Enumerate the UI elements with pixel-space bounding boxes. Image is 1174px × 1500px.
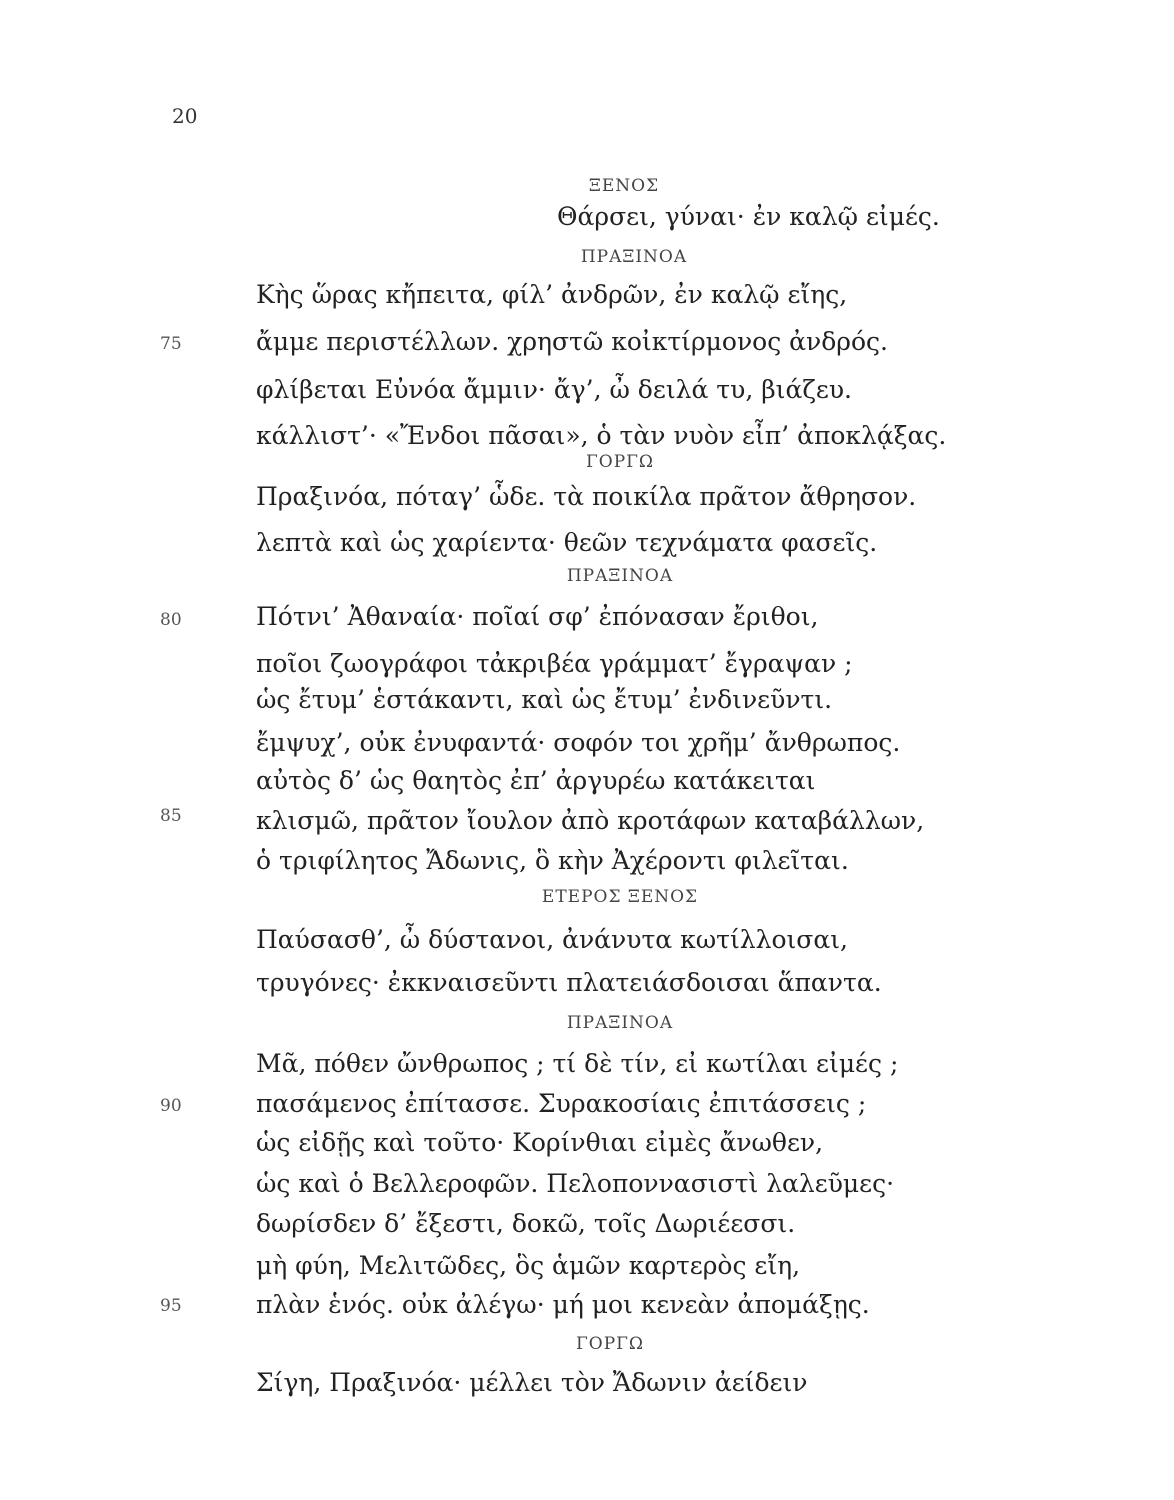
line-number: 80 [160,610,182,630]
verse-line: πλὰν ἑνός. οὐκ ἀλέγω· μή μοι κενεὰν ἀπομάξῃς. [256,1290,870,1319]
line-number: 85 [160,806,182,826]
verse-line: κάλλιστ’· «Ἔνδοι πᾶσαι», ὁ τὰν νυὸν εἶπ’ ἀποκλᾴξας. [256,421,947,450]
verse-line: κλισμῶ, πρᾶτον ἴουλον ἀπὸ κροτάφων καταβάλλων, [256,806,925,835]
verse-line: φλίβεται Εὐνόα ἄμμιν· ἄγ’, ὦ δειλά τυ, βιάζευ. [256,375,852,404]
verse-line: λεπτὰ καὶ ὡς χαρίεντα· θεῶν τεχνάματα φασεῖς. [256,528,878,557]
verse-line: αὐτὸς δ’ ὡς θαητὸς ἐπ’ ἀργυρέω κατάκειται [256,766,816,795]
verse-line: Κὴς ὥρας κἤπειτα, φίλ’ ἀνδρῶν, ἐν καλῷ εἴης, [256,280,848,309]
speaker-label: ΞΕΝΟΣ [588,176,660,196]
verse-line: Μᾶ, πόθεν ὤνθρωπος ; τί δὲ τίν, εἰ κωτίλαι εἰμές ; [256,1049,899,1078]
speaker-label: ΠΡΑΞΙΝΟΑ [566,566,674,586]
verse-line: Πότνι’ Ἀθαναία· ποῖαί σφ’ ἐπόνασαν ἔριθοι, [256,602,819,631]
verse-line: ἔμψυχ’, οὐκ ἐνυφαντά· σοφόν τοι χρῆμ’ ἄνθρωπος. [256,728,901,757]
verse-line: τρυγόνες· ἐκκναισεῦντι πλατειάσδοισαι ἅπαντα. [256,968,882,997]
verse-line: ὡς εἰδῇς καὶ τοῦτο· Κορίνθιαι εἰμὲς ἄνωθεν, [256,1128,824,1157]
page-number: 20 [172,104,198,128]
verse-line: ἄμμε περιστέλλων. χρηστῶ κοἰκτίρμονος ἀνδρός. [256,327,888,356]
speaker-label: ΕΤΕΡΟΣ ΞΕΝΟΣ [541,887,699,907]
line-number: 95 [160,1296,182,1316]
speaker-label: ΠΡΑΞΙΝΟΑ [566,1013,674,1033]
verse-line: δωρίσδεν δ’ ἔξεστι, δοκῶ, τοῖς Δωριέεσσι. [256,1209,796,1238]
speaker-label: ΠΡΑΞΙΝΟΑ [580,247,688,267]
verse-line: μὴ φύη, Μελιτῶδες, ὃς ἁμῶν καρτερὸς εἴη, [256,1251,801,1280]
verse-line: ὡς καὶ ὁ Βελλεροφῶν. Πελοποννασιστὶ λαλεῦμες· [256,1169,895,1198]
verse-line: ποῖοι ζωογράφοι τἀκριβέα γράμματ’ ἔγραψαν ; [256,649,853,678]
verse-line: ὁ τριφίλητος Ἄδωνις, ὃ κὴν Ἀχέροντι φιλεῖται. [256,846,849,875]
verse-line: ὡς ἔτυμ’ ἑστάκαντι, καὶ ὡς ἔτυμ’ ἐνδινεῦντι. [256,685,833,714]
speaker-label: ΓΟΡΓΩ [575,1334,645,1354]
verse-line: Πραξινόα, πόταγ’ ὧδε. τὰ ποικίλα πρᾶτον ἄθρησον. [256,482,917,511]
verse-line: πασάμενος ἐπίτασσε. Συρακοσίαις ἐπιτάσσεις ; [256,1089,867,1118]
verse-line: Παύσασθ’, ὦ δύστανοι, ἀνάνυτα κωτίλλοισαι, [256,925,848,954]
verse-line: Θάρσει, γύναι· ἐν καλῷ εἰμές. [557,202,940,231]
verse-line: Σίγη, Πραξινόα· μέλλει τὸν Ἄδωνιν ἀείδειν [256,1368,808,1397]
speaker-label: ΓΟΡΓΩ [585,452,655,472]
line-number: 90 [160,1096,182,1116]
line-number: 75 [160,334,182,354]
